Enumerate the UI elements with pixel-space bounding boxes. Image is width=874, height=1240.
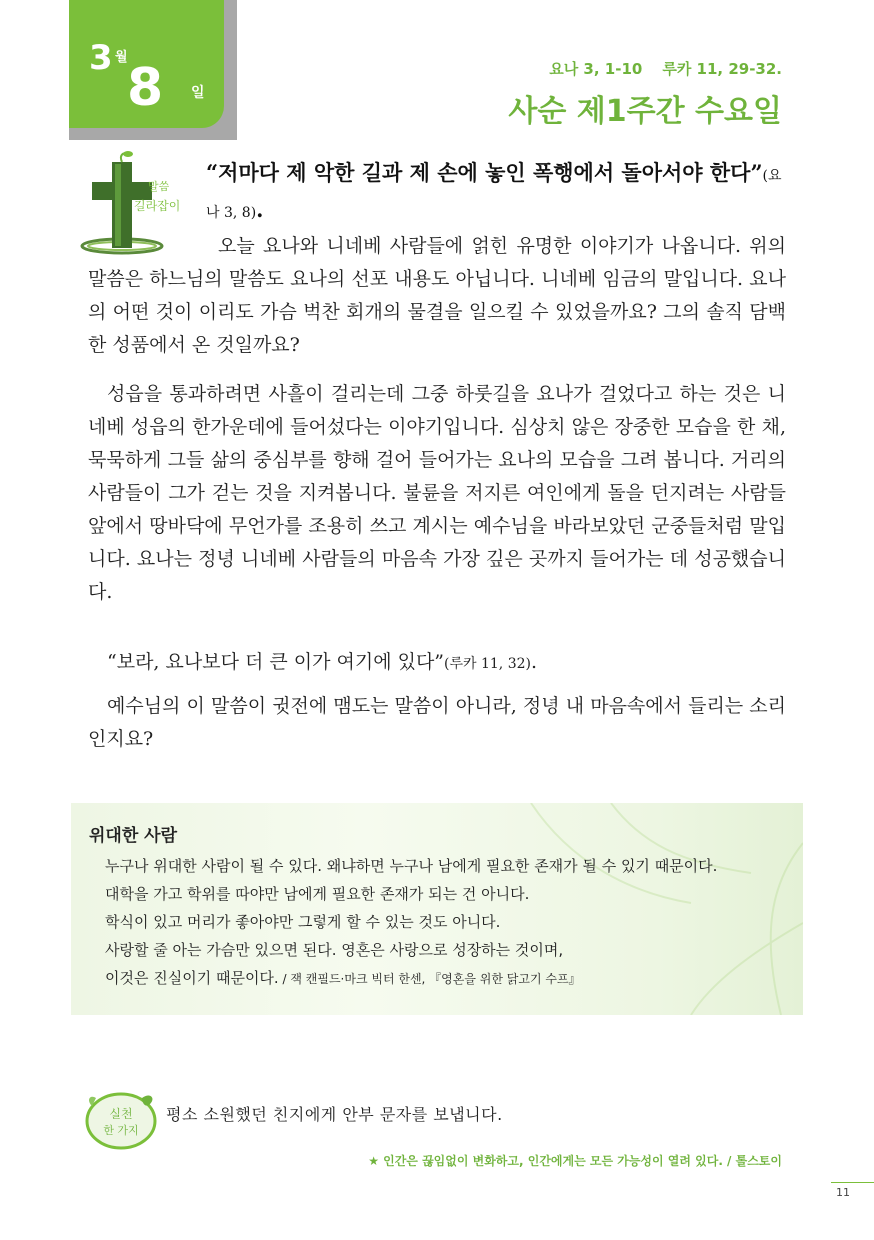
reading-ref-2: 루카 11, 29-32. <box>662 60 782 78</box>
practice-badge-line2: 한 가지 <box>103 1124 139 1137</box>
secondary-quote-cite: (루카 11, 32) <box>444 656 531 672</box>
quote-box <box>71 803 803 1015</box>
month-unit: 월 <box>115 50 128 65</box>
page-number-rule <box>831 1182 874 1183</box>
month-number: 3 <box>89 38 113 78</box>
date-tab <box>69 0 237 140</box>
main-quote-cite: (요나 3, 8) <box>206 168 782 221</box>
main-quote-end: . <box>256 197 264 222</box>
main-quote-text: “저마다 제 악한 길과 제 손에 놓인 폭행에서 돌아서야 한다” <box>206 160 763 185</box>
main-quote <box>206 156 788 230</box>
body-paragraph-2 <box>88 378 786 609</box>
box-line-5 <box>105 964 717 993</box>
body-paragraph-3 <box>88 690 786 756</box>
scripture-references <box>549 58 782 79</box>
reading-ref-1: 요나 3, 1-10 <box>549 60 643 78</box>
day-unit: 일 <box>191 85 205 101</box>
paragraph-1-text: 오늘 요나와 니네베 사람들에 얽힌 유명한 이야기가 나옵니다. 위의 말씀은 하느님의 말씀도 요나의 선포 내용도 아닙니다. 니네베 임금의 말입니다. 요나의 어떤 것이 이리도 가슴 벅찬 회개의 물결을 일으킬 수 있었을까요? 그의 솔직 담백한 성품에서 온 것일까요? <box>88 235 786 356</box>
secondary-quote <box>88 646 786 681</box>
box-title: 위대한 사람 <box>89 826 178 846</box>
box-text <box>105 852 717 993</box>
box-source: / 잭 캔필드·마크 빅터 한센, 『영혼을 위한 닭고기 수프』 <box>278 972 581 986</box>
practice-text: 평소 소원했던 친지에게 안부 문자를 보냅니다. <box>166 1105 503 1124</box>
word-badge-line1: 말씀 <box>148 180 170 193</box>
box-line-4: 사랑할 줄 아는 가슴만 있으면 된다. 영혼은 사랑으로 성장하는 것이며, <box>105 941 564 959</box>
practice-badge-icon <box>84 1088 158 1150</box>
footer-quote: ★ 인간은 끊임없이 변화하고, 인간에게는 모든 가능성이 열려 있다. / 톨스토이 <box>368 1154 782 1168</box>
body-paragraph-1 <box>88 230 786 362</box>
page-title: 사순 제1주간 수요일 <box>508 94 782 129</box>
box-line-2: 대학을 가고 학위를 따야만 남에게 필요한 존재가 되는 건 아니다. <box>105 885 530 903</box>
paragraph-2-text: 성읍을 통과하려면 사흘이 걸리는데 그중 하룻길을 요나가 걸었다고 하는 것은 니네베 성읍의 한가운데에 들어섰다는 이야기입니다. 심상치 않은 장중한 모습을 한 채, 묵묵하게 그들 삶의 중심부를 향해 걸어 들어가는 요나의 모습을 그려 봅니다. 거리의 사람들이 그가 걷는 것을 지켜봅니다. 불륜을 저지른 여인에게 돌을 던지려는 사람들 앞에서 땅바닥에 무언가를 조용히 쓰고 계시는 예수님을 바라보았던 군중들처럼 말입니다. 요나는 정녕 니네베 사람들의 마음속 가장 깊은 곳까지 들어가는 데 성공했습니다. <box>88 383 786 603</box>
secondary-quote-end: . <box>530 651 538 673</box>
word-badge-line2: 길라잡이 <box>134 199 181 213</box>
secondary-quote-text: “보라, 요나보다 더 큰 이가 여기에 있다” <box>107 651 445 673</box>
box-line-1: 누구나 위대한 사람이 될 수 있다. 왜냐하면 누구나 남에게 필요한 존재가 될 수 있기 때문이다. <box>105 857 718 875</box>
page-number: 11 <box>836 1186 850 1199</box>
day-number: 8 <box>127 58 164 118</box>
practice-badge-line1: 실천 <box>109 1107 133 1121</box>
date-badge <box>69 0 224 128</box>
box-line-3: 학식이 있고 머리가 좋아야만 그렇게 할 수 있는 것도 아니다. <box>105 913 501 931</box>
paragraph-3-text: 예수님의 이 말씀이 귓전에 맴도는 말씀이 아니라, 정녕 내 마음속에서 들리는 소리인지요? <box>88 695 786 750</box>
box-line-5-text: 이것은 진실이기 때문이다. <box>105 969 279 987</box>
